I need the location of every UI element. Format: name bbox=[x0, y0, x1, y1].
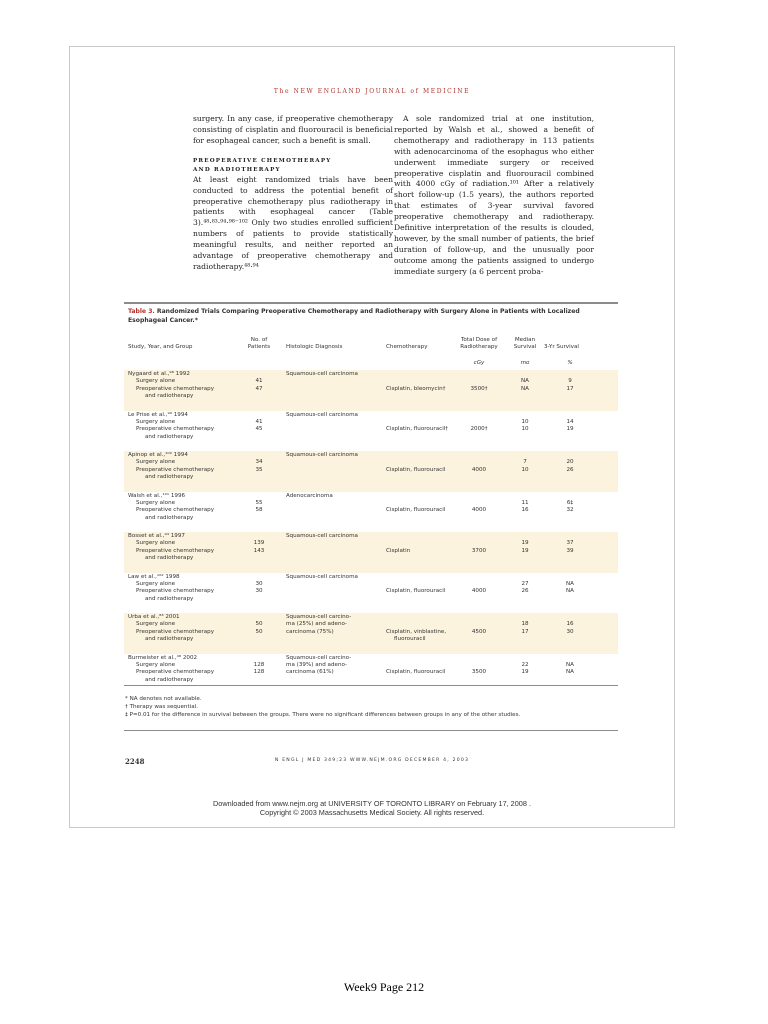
patients-cell: 55 bbox=[255, 499, 263, 506]
study-name: Law et al.,¹⁰² 1998 bbox=[128, 573, 180, 580]
group-label: and radiotherapy bbox=[145, 514, 194, 521]
survival-cell: 17 bbox=[566, 385, 574, 392]
chemo-cell: Cisplatin, fluorouracil bbox=[386, 588, 446, 595]
patients-cell: 128 bbox=[253, 669, 265, 676]
group-label: and radiotherapy bbox=[145, 595, 194, 602]
chemo-cell: Cisplatin, fluorouracil† bbox=[386, 426, 449, 433]
histology-cell: Squamous-cell carcinoma bbox=[286, 411, 358, 418]
survival-cell: 16 bbox=[566, 621, 574, 628]
dose-cell: 4500 bbox=[471, 628, 487, 635]
survival-cell: NA bbox=[565, 661, 574, 668]
footnote-2: † Therapy was sequential. bbox=[125, 704, 198, 710]
median-cell: 27 bbox=[521, 580, 529, 587]
group-label: Surgery alone bbox=[136, 540, 176, 547]
study-name: Apinop et al.,¹⁰⁰ 1994 bbox=[128, 452, 188, 458]
group-label: and radiotherapy bbox=[145, 636, 194, 643]
header-study: Study, Year, and Group bbox=[128, 344, 193, 350]
histology-cell: Squamous-cell carcinoma bbox=[286, 533, 358, 539]
patients-cell: 50 bbox=[255, 628, 263, 635]
survival-cell: 19 bbox=[566, 426, 574, 433]
survival-cell: 32 bbox=[566, 507, 574, 514]
chemo-cell: Cisplatin, fluorouracil bbox=[386, 669, 446, 676]
patients-cell: 35 bbox=[255, 466, 263, 473]
chemo-cell: Cisplatin, vinblastine, bbox=[386, 628, 447, 635]
survival-cell: 14 bbox=[566, 418, 574, 425]
median-cell: 7 bbox=[523, 459, 527, 466]
study-name: Walsh et al.,¹⁰¹ 1996 bbox=[128, 492, 186, 499]
study-name: Nygaard et al.,⁹⁸ 1992 bbox=[128, 371, 190, 377]
histology-cell: carcinoma (75%) bbox=[286, 628, 334, 635]
right-paragraph-1: A sole randomized trial at one institution, reported by Walsh et al., showed a benefit of chemotherapy and radiotherapy in 113 patients with adenocarcinoma of the esophagus who either underwent immediate surgery or received preoperative cisplatin and fluorouracil combined with 4000 cGy of radiation.¹⁰¹ After a relatively short follow-up (1.5 years), the authors reported that estimates of 3-year survival favored preoperative chemotherapy and radiotherapy. Definitive interpretation of the results is clouded, however, by the small number of patients, the brief duration of follow-up, and the unusually poor outcome among the patients assigned to undergo immediate surgery (a 6 percent proba- bbox=[394, 114, 594, 276]
chemo-cell: Cisplatin, fluorouracil bbox=[386, 507, 446, 514]
unit-median: mo bbox=[520, 360, 530, 366]
table-title-text: Randomized Trials Comparing Preoperative Chemotherapy and Radiotherapy with Surgery Alone in Patients with Localized Esophageal Cancer.* bbox=[128, 308, 580, 324]
left-paragraph-1: surgery. In any case, if preoperative chemotherapy consisting of cisplatin and fluorouracil is beneficial for esophageal cancer, such a benefit is small. bbox=[193, 114, 393, 145]
header-chemo: Chemotherapy bbox=[386, 344, 428, 350]
median-cell: 11 bbox=[521, 499, 529, 506]
group-label: Preoperative chemotherapy bbox=[136, 669, 215, 676]
histology-cell: Squamous-cell carcino- bbox=[286, 654, 352, 661]
footer-rule bbox=[124, 730, 618, 731]
journal-header: The NEW ENGLAND JOURNAL of MEDICINE bbox=[273, 88, 471, 95]
median-cell: NA bbox=[520, 385, 529, 392]
dose-cell: 3700 bbox=[471, 547, 487, 554]
footnote-3: ‡ P=0.01 for the difference in survival between the groups. There were no significant differences between groups in any of the other studies. bbox=[125, 712, 521, 718]
group-label: Surgery alone bbox=[136, 499, 176, 506]
median-cell: 19 bbox=[521, 547, 529, 554]
survival-cell: NA bbox=[565, 580, 574, 587]
group-label: and radiotherapy bbox=[145, 433, 194, 440]
patients-cell: 139 bbox=[253, 540, 265, 547]
dose-cell: 2000† bbox=[470, 426, 488, 433]
page-frame bbox=[69, 46, 675, 828]
chemo-cell: Cisplatin, fluorouracil bbox=[386, 466, 446, 473]
median-cell: 17 bbox=[521, 628, 529, 635]
patients-cell: 30 bbox=[255, 580, 263, 587]
right-column bbox=[394, 114, 594, 278]
chemo-cell: Cisplatin, bleomycin† bbox=[386, 385, 446, 392]
download-line-1: Downloaded from www.nejm.org at UNIVERSITY OF TORONTO LIBRARY on February 17, 2008 . bbox=[213, 799, 531, 808]
patients-cell: 143 bbox=[253, 547, 265, 554]
table-3 bbox=[124, 302, 618, 686]
dose-cell: 3500 bbox=[471, 669, 487, 676]
survival-cell: 9 bbox=[568, 378, 572, 385]
dose-cell: 3500† bbox=[470, 385, 488, 392]
group-label: Surgery alone bbox=[136, 580, 176, 587]
header-patients: No. of Patients bbox=[247, 337, 271, 351]
median-cell: 22 bbox=[521, 661, 529, 668]
table-title bbox=[128, 308, 612, 325]
header-median: Median Survival bbox=[513, 337, 537, 351]
left-paragraph-2: At least eight randomized trials have been conducted to address the potential benefit of preoperative chemotherapy plus radiotherapy in patients with esophageal cancer (Table 3).⁴⁸·⁸³·⁹⁴·⁹⁸⁻¹⁰² Only two studies enrolled sufficient numbers of patients to provide statistically meaningful results, and neither reported an advantage of preoperative chemotherapy and radiotherapy.⁴⁸·⁹⁴ bbox=[193, 174, 393, 271]
patients-cell: 41 bbox=[255, 378, 263, 385]
patients-cell: 128 bbox=[253, 661, 265, 668]
unit-dose: cGy bbox=[473, 360, 485, 366]
patients-cell: 30 bbox=[255, 588, 263, 595]
table-title-label: Table 3. bbox=[128, 308, 155, 315]
study-name: Urba et al.,⁸³ 2001 bbox=[128, 614, 180, 620]
group-label: Preoperative chemotherapy bbox=[136, 426, 215, 433]
group-label: and radiotherapy bbox=[145, 555, 194, 562]
dose-cell: 4000 bbox=[471, 507, 487, 514]
survival-cell: 39 bbox=[566, 547, 574, 554]
median-cell: 18 bbox=[521, 621, 529, 628]
patients-cell: 34 bbox=[255, 459, 263, 466]
median-cell: 26 bbox=[521, 588, 529, 595]
dose-cell: 4000 bbox=[471, 588, 487, 595]
study-name: Bosset et al.,⁹⁴ 1997 bbox=[128, 533, 185, 539]
patients-cell: 45 bbox=[255, 426, 263, 433]
survival-cell: NA bbox=[565, 588, 574, 595]
histology-cell: Squamous-cell carcino- bbox=[286, 614, 352, 620]
survival-cell: 30 bbox=[566, 628, 574, 635]
survival-cell: 37 bbox=[566, 540, 574, 547]
study-name: Burmeister et al.,⁴⁸ 2002 bbox=[128, 654, 198, 661]
group-label: Preoperative chemotherapy bbox=[136, 547, 215, 554]
header-3yr-survival: 3-Yr Survival bbox=[544, 344, 579, 350]
study-name: Le Prise et al.,⁹⁹ 1994 bbox=[128, 411, 188, 418]
header-histology: Histologic Diagnosis bbox=[286, 344, 343, 350]
group-label: Surgery alone bbox=[136, 621, 176, 628]
section-heading bbox=[193, 157, 393, 175]
patients-cell: 58 bbox=[255, 507, 263, 514]
survival-cell: 20 bbox=[566, 459, 574, 466]
unit-3yr-survival: % bbox=[567, 360, 573, 366]
survival-cell: NA bbox=[565, 669, 574, 676]
chemo-cell: Cisplatin bbox=[386, 547, 411, 554]
download-notice bbox=[70, 799, 674, 817]
group-label: and radiotherapy bbox=[145, 474, 194, 481]
histology-cell: ma (39%) and adeno- bbox=[286, 661, 348, 668]
patients-cell: 47 bbox=[255, 385, 263, 392]
survival-cell: 26 bbox=[566, 466, 574, 473]
page-number: 2248 bbox=[125, 757, 145, 766]
dose-cell: 4000 bbox=[471, 466, 487, 473]
median-cell: 19 bbox=[521, 540, 529, 547]
patients-cell: 41 bbox=[255, 418, 263, 425]
group-label: Preoperative chemotherapy bbox=[136, 466, 215, 473]
group-label: Preoperative chemotherapy bbox=[136, 507, 215, 514]
histology-cell: Adenocarcinoma bbox=[286, 492, 333, 499]
group-label: Surgery alone bbox=[136, 459, 176, 466]
chemo-cell: fluorouracil bbox=[394, 636, 426, 643]
group-label: and radiotherapy bbox=[145, 393, 194, 400]
patients-cell: 50 bbox=[255, 621, 263, 628]
median-cell: 19 bbox=[521, 669, 529, 676]
download-line-2: Copyright © 2003 Massachusetts Medical Society. All rights reserved. bbox=[259, 808, 485, 817]
section-heading-line-2: AND RADIOTHERAPY bbox=[193, 166, 281, 173]
median-cell: 16 bbox=[521, 507, 529, 514]
median-cell: 10 bbox=[521, 426, 529, 433]
header-dose: Total Dose of Radiotherapy bbox=[460, 337, 498, 351]
median-cell: NA bbox=[520, 378, 529, 385]
survival-cell: 6‡ bbox=[566, 499, 574, 506]
group-label: Surgery alone bbox=[136, 378, 176, 385]
journal-footer: N ENGL J MED 349;23 WWW.NEJM.ORG DECEMBER 4, 2003 bbox=[274, 758, 470, 763]
histology-cell: Squamous-cell carcinoma bbox=[286, 371, 358, 377]
group-label: Surgery alone bbox=[136, 418, 176, 425]
median-cell: 10 bbox=[521, 466, 529, 473]
median-cell: 10 bbox=[521, 418, 529, 425]
histology-cell: Squamous-cell carcinoma bbox=[286, 452, 358, 458]
page-label: Week9 Page 212 bbox=[343, 980, 425, 994]
histology-cell: carcinoma (61%) bbox=[286, 669, 334, 676]
histology-cell: Squamous-cell carcinoma bbox=[286, 573, 358, 580]
histology-cell: ma (25%) and adeno- bbox=[286, 621, 348, 628]
group-label: Surgery alone bbox=[136, 661, 176, 668]
group-label: Preoperative chemotherapy bbox=[136, 385, 215, 392]
group-label: and radiotherapy bbox=[145, 676, 194, 683]
section-heading-line-1: PREOPERATIVE CHEMOTHERAPY bbox=[193, 157, 332, 164]
group-label: Preoperative chemotherapy bbox=[136, 628, 215, 635]
left-column bbox=[193, 114, 393, 273]
group-label: Preoperative chemotherapy bbox=[136, 588, 215, 595]
footnote-1: * NA denotes not available. bbox=[125, 696, 202, 702]
